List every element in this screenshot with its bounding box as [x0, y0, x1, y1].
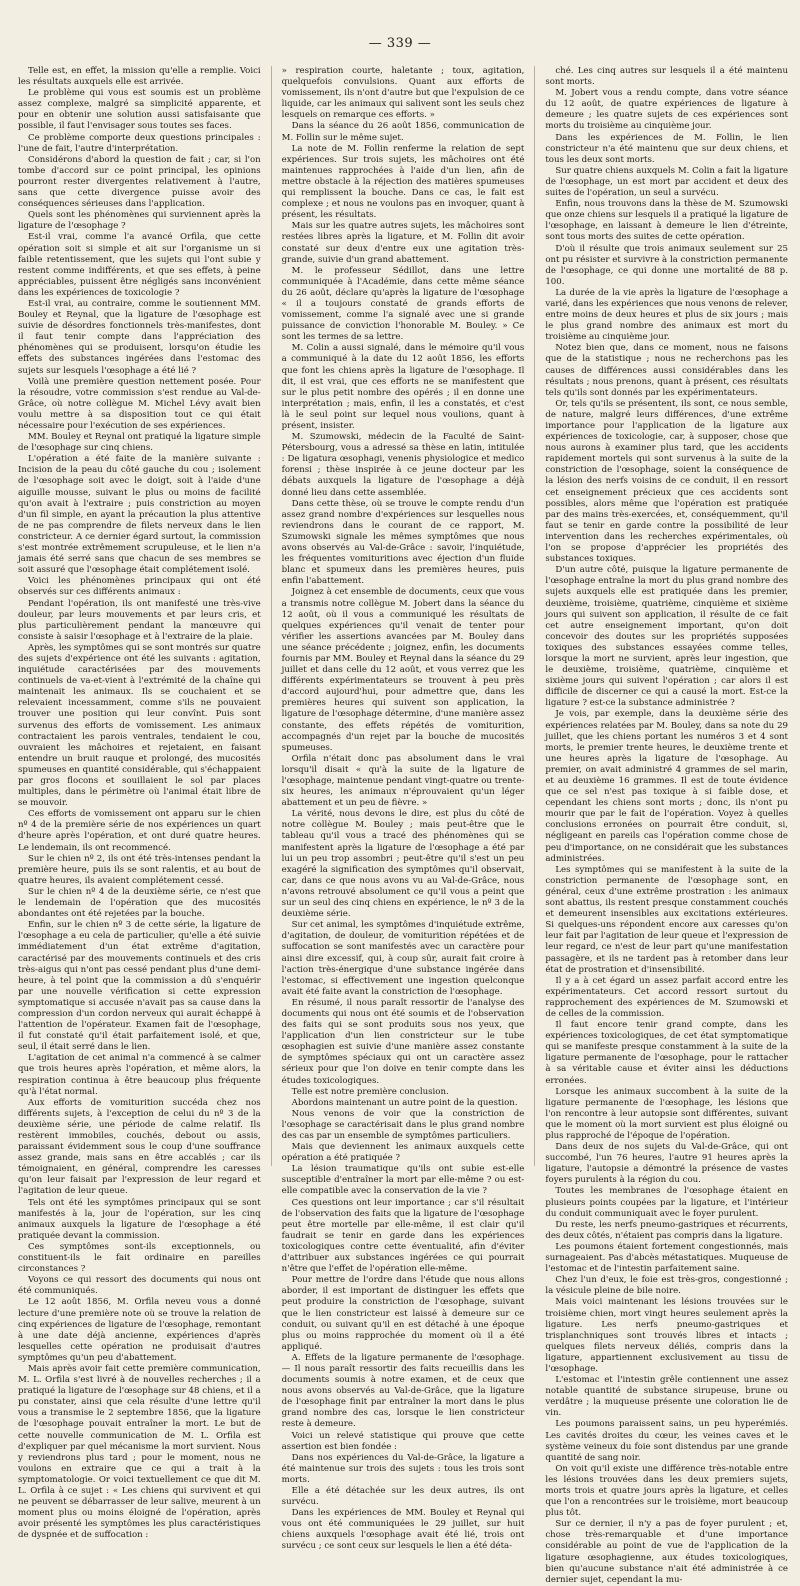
paragraph: Le problème qui vous est soumis est un problème assez complexe, malgré sa simplicité apparente, et pour en obtenir une solution aussi satisfaisante que possible, il faut l'envisager sous toutes ses faces. — [18, 88, 261, 132]
paragraph: D'un autre côté, puisque la ligature permanente de l'œsophage entraîne la mort du plus grand nombre des sujets auxquels elle est pratiquée dans les premier, deuxième, troisième, quatrième, cinquième et sixième jours qui suivent son application, il résulte de ce fait cet autre enseignement important, qu'on doit concevoir des doutes sur les propriétés supposées toxiques des substances essayées comme telles, lorsque la mort ne survient, après leur ingestion, que le deuxième, troisième, quatrième, cinquième et sixième jours qui suivent l'opération ; car alors il est difficile de discerner ce qui a causé la mort. Est-ce la ligature ? est-ce la substance administrée ? — [545, 565, 789, 709]
paragraph: Dans les expériences de MM. Bouley et Reynal qui vous ont été communiquées le 29 juillet, sur huit chiens auxquels l'œsophage avait été lié, trois ont survécu ; ce sont ceux sur lesquels le lien a été déta- — [281, 1508, 525, 1552]
column-divider — [271, 66, 272, 1166]
paragraph: Ces questions ont leur importance ; car s'il résultait de l'observation des faits que la ligature de l'œsophage peut être mortelle par elle-même, il est clair qu'il faudrait se tenir en garde dans les expériences toxicologiques contre cette éventualité, afin d'éviter d'attribuer aux substances ingérées ce qui pourrait n'être que l'effet de l'opération elle-même. — [281, 1197, 525, 1275]
paragraph: Est-il vrai, comme l'a avancé Orfila, que cette opération soit si simple et ait sur l'organisme un si faible retentissement, que les sujets qui l'ont subie y restent comme indifférents, et que ses effets, à peine appréciables, puissent être négligés sans inconvénient dans les expériences de toxicologie ? — [18, 232, 261, 298]
paragraph: Quels sont les phénomènes qui surviennent après la ligature de l'œsophage ? — [18, 210, 261, 232]
paragraph: Mais après avoir fait cette première communication, M. L. Orfila s'est livré à de nouvelles recherches ; il a pratiqué la ligature de l'œsophage sur 48 chiens, et il a pu constater, ainsi que cela résulte d'une lettre qu'il vous a transmise le 2 septembre 1856, que la ligature de l'œsophage pouvait entraîner la mort. Le but de cette nouvelle communication de M. L. Orfila est d'expliquer par quel mécanisme la mort survient. Nous y reviendrons plus tard ; pour le moment, nous ne voulons en extraire que ce qui a trait à la symptomatologie. Or voici textuellement ce que dit M. L. Orfila à ce sujet : « Les chiens qui survivent et qui ne peuvent se débarrasser de leur salive, meurent à un moment plus ou moins éloigné de l'opération, après avoir présenté les symptômes les plus caractéristiques de dyspnée et de suffocation : — [18, 1363, 261, 1541]
paragraph: ché. Les cinq autres sur lesquels il a été maintenu sont morts. — [545, 66, 789, 88]
paragraph: La lésion traumatique qu'ils ont subie est-elle susceptible d'entraîner la mort par elle-même ? ou est-elle compatible avec la conservation de la vie ? — [281, 1164, 525, 1197]
paragraph: M. Colin a aussi signalé, dans le mémoire qu'il vous a communiqué à la date du 12 août 1856, les efforts que font les chiens après la ligature de l'œsophage. Il dit, il est vrai, que ces efforts ne se manifestent que sur le plus petit nombre des opérés ; il en donne une interprétation ; mais, enfin, il les a constatés, et c'est là le seul point sur lequel nous voulions, quant à présent, insister. — [281, 343, 525, 431]
paragraph: L'agitation de cet animal n'a commencé à se calmer que trois heures après l'opération, et même alors, la respiration continua à être beaucoup plus fréquente qu'à l'état normal. — [18, 1053, 261, 1097]
paragraph: M. Szumowski, médecin de la Faculté de Saint-Pétersbourg, vous a adressé sa thèse en latin, intitulée : De ligatura œsophagi, venenis physiologice et medico forensi ; thèse inspirée à ce jeune docteur par les débats auxquels la ligature de l'œsophage a déjà donné lieu dans cette assemblée. — [281, 432, 525, 498]
paragraph: Voyons ce qui ressort des documents qui nous ont été communiqués. — [18, 1275, 261, 1297]
paragraph: Il faut encore tenir grand compte, dans les expériences toxicologiques, de cet état symptomatique qui se manifeste presque constamment à la suite de la ligature permanente de l'œsophage, pour le rattacher à sa véritable cause et éviter ainsi les déductions erronées. — [545, 1020, 789, 1086]
paragraph: » respiration courte, haletante ; toux, agitation, quelquefois convulsions. Quant aux efforts de vomissement, ils n'ont d'autre but que l'expulsion de ce liquide, car les animaux qui salivent sont les seuls chez lesquels on remarque ces efforts. » — [281, 66, 525, 121]
paragraph: Aux efforts de vomiturition succéda chez nos différents sujets, à l'exception de celui du nº 3 de la deuxième série, une période de calme relatif. Ils restèrent immobiles, couchés, debout ou assis, paraissant évidemment sous le coup d'une souffrance assez grande, mais sans en être accablés ; car ils témoignaient, en général, comprendre les caresses qu'on leur faisait par l'expression de leur regard et l'agitation de leur queue. — [18, 1097, 261, 1197]
paragraph: Je vois, par exemple, dans la deuxième série des expériences relatées par M. Bouley, dans sa note du 29 juillet, que les chiens portant les numéros 3 et 4 sont morts, le premier trente heures, le deuxième trente et une heures après la ligature de l'œsophage. Au premier, on avait administré 4 grammes de sel marin, et au deuxième 16 grammes. Il est de toute évidence que ce sel n'est pas toxique à si faible dose, et cependant les chiens sont morts ; donc, ils n'ont pu mourir que par le fait de l'opération. Voyez à quelles conclusions erronées on pourrait être conduit, si, négligeant en pareils cas l'opération comme chose de peu d'importance, on ne considérait que les substances administrées. — [545, 709, 789, 864]
paragraph: Mais voici maintenant les lésions trouvées sur le troisième chien, mort vingt heures seulement après la ligature. Les nerfs pneumo-gastriques et trisplanchniques sont trouvés libres et intacts ; quelques filets nerveux déliés, compris dans la ligature, appartiennent exclusivement au tissu de l'œsophage. — [545, 1297, 789, 1374]
paragraph: MM. Bouley et Reynal ont pratiqué la ligature simple de l'œsophage sur cinq chiens. — [18, 432, 261, 454]
paragraph: Enfin, nous trouvons dans la thèse de M. Szumowski que onze chiens sur lesquels il a pratiqué la ligature de l'œsophage, en laissant à demeure le lien d'étreinte, sont tous morts des suites de cette opération. — [545, 199, 789, 243]
paragraph: Mais que deviennent les animaux auxquels cette opération a été pratiquée ? — [281, 1142, 525, 1164]
paragraph: Enfin, sur le chien nº 3 de cette série, la ligature de l'œsophage a eu cela de particulier, qu'elle a été suivie immédiatement d'un état extrême d'agitation, caractérisé par des mouvements continuels et des cris très-aigus qui n'ont pas cessé pendant plus d'une demi-heure, à tel point que la commission a dû s'enquérir par une nouvelle vérification si cette expression symptomatique si accusée n'avait pas sa cause dans la compression d'un cordon nerveux qui aurait échappé à l'attention de l'opérateur. Examen fait de l'œsophage, il fut constaté qu'il était parfaitement isolé, et que, seul, il était serré dans le lien. — [18, 920, 261, 1053]
paragraph: En résumé, il nous paraît ressortir de l'analyse des documents qui nous ont été soumis et de l'observation des faits qui se sont produits sous nos yeux, que l'application d'un lien constricteur sur le tube œsophagien est suivie d'une manière assez constante de symptômes spéciaux qui ont un caractère assez sérieux pour que l'on doive en tenir compte dans les études toxicologiques. — [281, 997, 525, 1086]
column-divider — [534, 66, 535, 1166]
paragraph: Dans la séance du 26 août 1856, communication de M. Follin sur le même sujet. — [281, 121, 525, 143]
page-number: — 339 — — [368, 36, 432, 51]
paragraph: Sur le chien nº 2, ils ont été très-intenses pendant la première heure, puis ils se sont ralentis, et au bout de quatre heures, ils avaient complétement cessé. — [18, 853, 261, 886]
paragraph: Sur le chien nº 4 de la deuxième série, ce n'est que le lendemain de l'opération que des mucosités abondantes ont été rejetées par la bouche. — [18, 886, 261, 920]
paragraph: Après, les symptômes qui se sont montrés sur quatre des sujets d'expérience ont été les suivants : agitation, inquiétude caractérisées par des mouvements continuels de va-et-vient à l'extrémité de la chaîne qui maintenait les animaux. Ils se couchaient et se relevaient incessamment, comme s'ils ne pouvaient trouver une position qui leur convînt. Puis sont survenus des efforts de vomissement. Les animaux contractaient les parois ventrales, tendaient le cou, ouvraient les mâchoires et rejetaient, en faisant entendre un bruit rauque et prolongé, des mucosités spumeuses en quantité considérable, qui s'échappaient par gros flocons et souillaient le sol par places multiples, dans le périmètre où l'animal était libre de se mouvoir. — [18, 642, 261, 809]
paragraph: Les poumons étaient fortement congestionnés, mais surnageaient. Pas d'abcès métastatiques. Muqueuse de l'estomac et de l'intestin parfaitement saine. — [545, 1241, 789, 1275]
paragraph: Or, tels qu'ils se présentent, ils sont, ce nous semble, de nature, malgré leurs différences, d'une extrême importance pour l'application de la ligature aux expériences de toxicologie, car, à supposer, chose que nous aurons à examiner plus tard, que les accidents rapidement mortels qui sont survenus à la suite de la constriction de l'œsophage, soient la conséquence de la lésion des nerfs voisins de ce conduit, il en ressort cet enseignement précieux que ces accidents sont possibles, alors même que l'opération est pratiquée par des mains très-exercées, et, conséquemment, qu'il faut se tenir en garde contre la possibilité de leur intervention dans les recherches expérimentales, où l'on se propose d'apprécier les propriétés des substances toxiques. — [545, 398, 789, 565]
paragraph: D'où il résulte que trois animaux seulement sur 25 ont pu résister et survivre à la constriction permanente de l'œsophage, ce qui donne une mortalité de 88 p. 100. — [545, 243, 789, 287]
paragraph: Chez l'un d'eux, le foie est très-gros, congestionné ; la vésicule pleine de bile noire. — [545, 1275, 789, 1297]
paragraph: Sur ce dernier, il n'y a pas de foyer purulent ; et, chose très-remarquable et d'une importance considérable au point de vue de l'application de la ligature œsophagienne, aux études toxicologiques, bien qu'aucune substance n'ait été administrée à ce dernier sujet, cependant la mu- — [545, 1519, 789, 1585]
paragraph: La note de M. Follin renferme la relation de sept expériences. Sur trois sujets, les mâchoires ont été maintenues rapprochées à l'aide d'un lien, afin de mettre obstacle à la réjection des matières spumeuses qui remplissent la bouche. Dans ce cas, le fait est complexe ; et nous ne voulons pas en invoquer, quant à présent, les résultats. — [281, 143, 525, 221]
column-left — [18, 66, 261, 1541]
paragraph: Dans cette thèse, où se trouve le compte rendu d'un assez grand nombre d'expériences sur lesquelles nous reviendrons dans le courant de ce rapport, M. Szumowski signale les mêmes symptômes que nous avons observés au Val-de-Grâce : savoir, l'inquiétude, les fréquentes vomituritions avec éjection d'un fluide blanc et spumeux dans les premières heures, puis enfin l'abattement. — [281, 498, 525, 587]
paragraph: Le 12 août 1856, M. Orfila neveu vous a donné lecture d'une première note où se trouve la relation de cinq expériences de ligature de l'œsophage, remontant à une date déjà ancienne, expériences d'après lesquelles cette opération ne produisait d'autres symptômes qu'un peu d'abattement. — [18, 1297, 261, 1363]
paragraph: Abordons maintenant un autre point de la question. — [291, 1097, 518, 1108]
text-columns — [18, 66, 789, 1585]
paragraph: M. Jobert vous a rendu compte, dans votre séance du 12 août, de quatre expériences de ligature à demeure ; les quatre sujets de ces expériences sont morts du troisième au cinquième jour. — [545, 88, 789, 132]
paragraph: Nous venons de voir que la constriction de l'œsophage se caractérisait dans le plus grand nombre des cas par un ensemble de symptômes particuliers. — [281, 1108, 525, 1141]
paragraph: Du reste, les nerfs pneumo-gastriques et récurrents, des deux côtés, n'étaient pas compris dans la ligature. — [545, 1219, 789, 1241]
paragraph: Il y a à cet égard un assez parfait accord entre les expérimentateurs. Cet accord ressort surtout du rapprochement des expériences de M. Szumowski et de celles de la commission. — [545, 975, 789, 1019]
paragraph: La vérité, nous devons le dire, est plus du côté de notre collègue M. Bouley ; mais peut-être que le tableau qu'il vous a tracé des phénomènes qui se manifestent après la ligature de l'œsophage a été par lui un peu trop assombri ; peut-être qu'il s'est un peu exagéré la signification des symptômes qu'il observait, car, dans ce que nous avons vu au Val-de-Grâce, nous n'avons retrouvé absolument ce qu'il vous a peint que sur un seul des cinq chiens en expérience, le nº 3 de la deuxième série. — [281, 809, 525, 920]
paragraph: Mais sur les quatre autres sujets, les mâchoires sont restées libres après la ligature, et M. Follin dit avoir constaté sur deux d'entre eux une agitation très-grande, suivie d'un grand abattement. — [281, 221, 525, 265]
paragraph: Dans deux de nos sujets du Val-de-Grâce, qui ont succombé, l'un 76 heures, l'autre 91 heures après la ligature, l'autopsie a démontré la présence de vastes foyers purulents à la région du cou. — [545, 1142, 789, 1186]
paragraph: Pour mettre de l'ordre dans l'étude que nous allons aborder, il est important de distinguer les effets que peut produire la constriction de l'œsophage, suivant que le lien constricteur est laissé à demeure sur ce conduit, ou suivant qu'il en est détaché à une époque plus ou moins rapprochée du moment où il a été appliqué. — [281, 1275, 525, 1352]
paragraph: Telle est notre première conclusion. — [291, 1086, 449, 1097]
paragraph: Voici les phénomènes principaux qui ont été observés sur ces différents animaux : — [18, 576, 261, 598]
paragraph: Dans nos expériences du Val-de-Grâce, la ligature a été maintenue sur trois des sujets : tous les trois sont morts. — [281, 1452, 525, 1485]
paragraph: Voilà une première question nettement posée. Pour la résoudre, votre commission s'est rendue au Val-de-Grâce, où notre collègue M. Michel Lévy avait bien voulu mettre à sa disposition tout ce qui était nécessaire pour l'exécution de ses expériences. — [18, 376, 261, 431]
paragraph: Notez bien que, dans ce moment, nous ne faisons que de la statistique ; nous ne recherchons pas les causes de différences aussi considérables dans les résultats ; nous prenons, quant à présent, ces résultats tels qu'ils sont donnés par les expérimentateurs. — [545, 343, 789, 398]
paragraph: Considérons d'abord la question de fait ; car, si l'on tombe d'accord sur ce point principal, les opinions pourront rester divergentes relativement à l'autre, sans que cette divergence puisse avoir des conséquences sérieuses dans l'application. — [18, 154, 261, 210]
paragraph: Tels ont été les symptômes principaux qui se sont manifestés à la, jour de l'opération, sur les cinq animaux auxquels la ligature de l'œsophage a été pratiquée devant la commission. — [18, 1197, 261, 1241]
paragraph: Toutes les membranes de l'œsophage étaient en plusieurs points coupées par la ligature, et l'intérieur du conduit communiquait avec le foyer purulent. — [545, 1186, 789, 1219]
paragraph: Telle est, en effet, la mission qu'elle a remplie. Voici les résultats auxquels elle est arrivée. — [18, 66, 261, 88]
paragraph: Ce problème comporte deux questions principales : l'une de fait, l'autre d'interprétation. — [18, 132, 261, 154]
paragraph: L'opération a été faite de la manière suivante : Incision de la peau du côté gauche du cou ; isolement de l'œsophage soit avec le doigt, soit à l'aide d'une aiguille mousse, suivant le plus ou moins de facilité qu'on avait à l'extraire ; puis constriction au moyen d'un fil simple, en ayant la précaution la plus attentive de ne pas comprendre de filets nerveux dans le lien constricteur. A ce dernier égard surtout, la commission s'est montrée extrêmement scrupuleuse, et le lien n'a jamais été serré sans que chacun de ses membres se soit assuré que l'œsophage était complétement isolé. — [18, 454, 261, 576]
paragraph: Est-il vrai, au contraire, comme le soutiennent MM. Bouley et Reynal, que la ligature de l'œsophage est suivie de désordres fonctionnels très-manifestes, dont il faut tenir compte dans l'appréciation des phénomènes qui se produisent, lorsqu'on étudie les effets des substances ingérées dans l'estomac des sujets sur lesquels l'œsophage a été lié ? — [18, 298, 261, 376]
paragraph: La durée de la vie après la ligature de l'œsophage a varié, dans les expériences que nous venons de relever, entre moins de deux heures et plus de six jours ; mais le plus grand nombre des animaux est mort du troisième au cinquième jour. — [545, 287, 789, 343]
paragraph: Dans les expériences de M. Follin, le lien constricteur n'a été maintenu que sur deux chiens, et tous les deux sont morts. — [545, 132, 789, 165]
paragraph: Orfila n'était donc pas absolument dans le vrai lorsqu'il disait « qu'à la suite de la ligature de l'œsophage, maintenue pendant vingt-quatre ou trente-six heures, les animaux n'éprouvaient qu'un léger abattement et un peu de fièvre. » — [281, 753, 525, 809]
paragraph: Pendant l'opération, ils ont manifesté une très-vive douleur, par leurs mouvements et par leurs cris, et plus particulièrement pendant la manœuvre qui consiste à saisir l'œsophage et à l'extraire de la plaie. — [18, 598, 261, 642]
paragraph: L'estomac et l'intestin grêle contiennent une assez notable quantité de substance sirupeuse, brune ou verdâtre ; la muqueuse présente une coloration lie de vin. — [545, 1375, 789, 1419]
paragraph: Lorsque les animaux succombent à la suite de la ligature permanente de l'œsophage, les lésions que l'on rencontre à leur autopsie sont différentes, suivant que le moment où la mort survient est plus éloigné ou plus rapproché de l'époque de l'opération. — [545, 1086, 789, 1141]
paragraph: Sur quatre chiens auxquels M. Colin a fait la ligature de l'œsophage, un est mort par accident et deux des suites de l'opération, un seul a survécu. — [545, 165, 789, 199]
paragraph: Ces efforts de vomissement ont apparu sur le chien nº 4 de la première série de nos expériences un quart d'heure après l'opération, et ont duré quatre heures. Le lendemain, ils ont recommencé. — [18, 809, 261, 853]
paragraph: Les symptômes qui se manifestent à la suite de la constriction permanente de l'œsophage sont, en général, ceux d'une extrême prostration : les animaux sont abattus, ils restent presque constamment couchés et demeurent insensibles aux excitations extérieures. Si quelques-uns répondent encore aux caresses qu'on leur fait par l'agitation de leur queue et l'expression de leur regard, ce n'est de leur part qu'une manifestation passagère, et ils ne tardent pas à retomber dans leur état de prostration et d'insensibilité. — [545, 864, 789, 975]
column-right — [545, 66, 789, 1585]
paragraph: Voici un relevé statistique qui prouve que cette assertion est bien fondée : — [281, 1430, 525, 1452]
paragraph: A. Effets de la ligature permanente de l'œsophage. — Il nous paraît ressortir des faits recueillis dans les documents soumis à notre examen, et de ceux que nous avons observés au Val-de-Grâce, que la ligature de l'œsophage finit par entraîner la mort dans le plus grand nombre des cas, lorsque le lien constricteur reste à demeure. — [281, 1352, 525, 1430]
paragraph: Elle a été détachée sur les deux autres, ils ont survécu. — [281, 1486, 525, 1508]
paragraph: M. le professeur Sédillot, dans une lettre communiquée à l'Académie, dans cette même séance du 26 août, déclare qu'après la ligature de l'œsophage « il a toujours constaté de grands efforts de vomissement, comme l'a signalé avec une si grande puissance de conviction l'honorable M. Bouley. » Ce sont les termes de sa lettre. — [281, 265, 525, 343]
paragraph: Les poumons paraissent sains, un peu hyperémiés. Les cavités droites du cœur, les veines caves et le système veineux du foie sont distendus par une grande quantité de sang noir. — [545, 1419, 789, 1463]
paragraph: Joignez à cet ensemble de documents, ceux que vous a transmis notre collègue M. Jobert dans la séance du 12 août, où il vous a communiqué les résultats de quelques expériences qu'il venait de tenter pour vérifier les assertions avancées par M. Bouley dans une séance précédente ; joignez, enfin, les documents fournis par MM. Bouley et Reynal dans la séance du 29 juillet et dans celle du 12 août, et vous verrez que les différents expérimentateurs se trouvent à peu près d'accord aujourd'hui, pour admettre que, dans les premières heures qui suivent son application, la ligature de l'œsophage détermine, d'une manière assez constante, des effets répétés de vomiturition, accompagnés d'un rejet par la bouche de mucosités spumeuses. — [281, 587, 525, 753]
paragraph: On voit qu'il existe une différence très-notable entre les lésions trouvées dans les deux premiers sujets, morts trois et quatre jours après la ligature, et celles que l'on a rencontrées sur le troisième, mort beaucoup plus tôt. — [545, 1463, 789, 1519]
paragraph: Sur cet animal, les symptômes d'inquiétude extrême, d'agitation, de douleur, de vomiturition répétées et de suffocation se sont manifestés avec un caractère pour ainsi dire excessif, qui, à coup sûr, aurait fait croire à l'action très-énergique d'une substance ingérée dans l'estomac, si effectivement une ingestion quelconque avait été faite avant la constriction de l'œsophage. — [281, 920, 525, 997]
column-middle — [281, 66, 525, 1552]
paragraph: Ces symptômes sont-ils exceptionnels, ou constituent-ils le fait ordinaire en pareilles circonstances ? — [18, 1241, 261, 1275]
